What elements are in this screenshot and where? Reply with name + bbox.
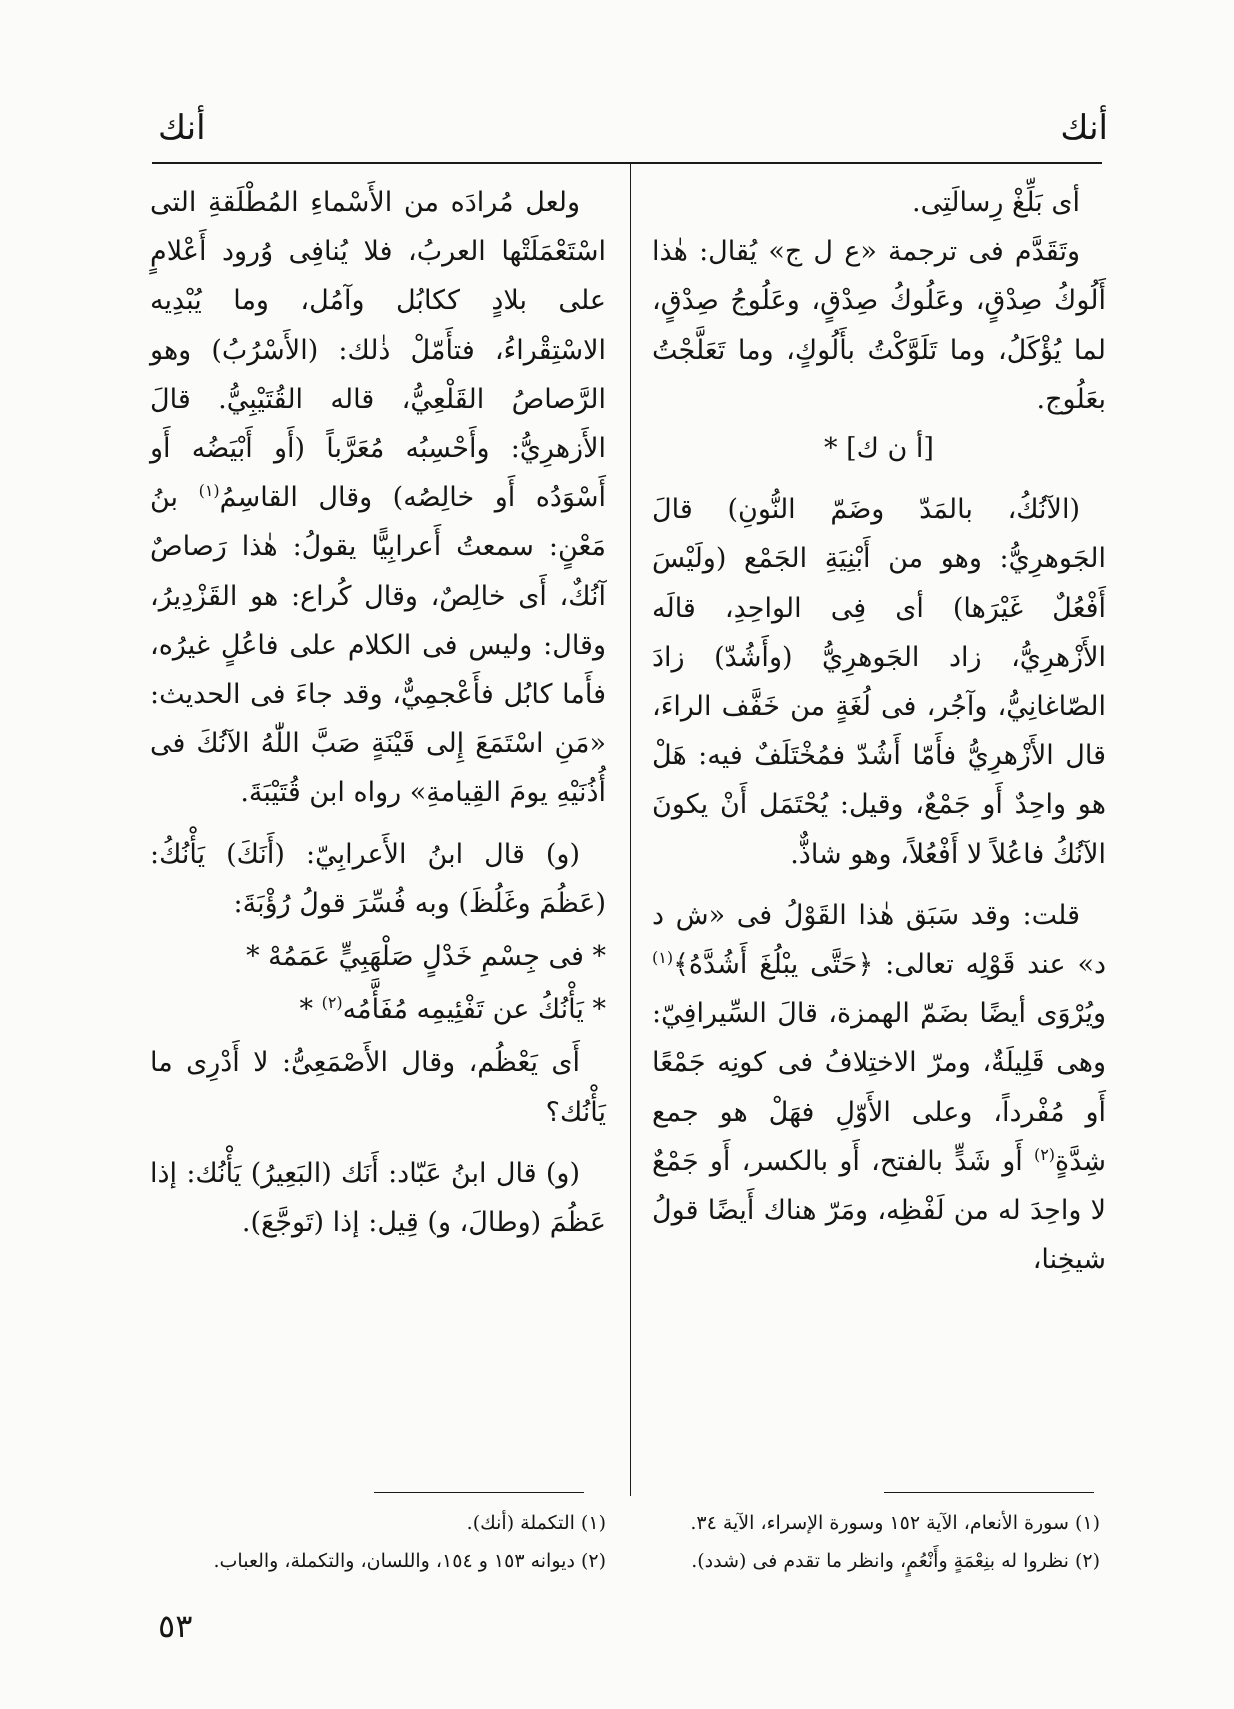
- footnote-marker: (١): [198, 481, 220, 501]
- text-run: *: [299, 994, 322, 1026]
- paragraph: [150, 178, 606, 818]
- page-number: ٥٣: [158, 1607, 193, 1645]
- paragraph: (و) قال ابنُ الأَعرابِيّ: (أَنَكَ) يَأْنُكُ: (عَظُمَ وغَلُظَ) وبه فُسِّرَ قولُ رُؤْبَةَ:: [150, 838, 606, 919]
- header-rule: [152, 162, 1102, 164]
- left-column: [150, 178, 606, 1247]
- footnote: (٢) نظروا له بنِعْمَةٍ وأَنْعُمٍ، وانظر ما تقدم فى (شدد).: [691, 1550, 1100, 1572]
- paragraph: (الآنُكُ، بالمَدّ وضَمّ النُّونِ) قالَ الجَوهرِيُّ: وهو من أَبْنِيَةِ الجَمْع (ولَيْسَ أَفْعُلٌ غَيْرَها) أى فِى الواحِدِ، قالَه الأَزْهرِيُّ، زاد الجَوهرِيُّ (وأَشُدّ) زادَ الصّاغانِيُّ، وآجُر، فى لُغَةٍ من خَفَّف الراءَ، قال الأَزْهرِيُّ فأَمّا أَشُدّ فمُخْتَلَفٌ فيه: هَلْ هو واحِدٌ أَو جَمْعٌ، وقيل: يُحْتَمَل أَنْ يكونَ الآنُكُ فاعُلاً لا أَفْعُلاً، وهو شاذٌّ.: [652, 494, 1106, 870]
- text-run: قلت: وقد سَبَق هٰذا القَوْلُ فى «ش د د» عند قَوْلِه تعالى: ﴿حَتَّى يبْلُغَ أَشُدَّهُ﴾: [652, 899, 1106, 981]
- footnote: (٢) ديوانه ١٥٣ و ١٥٤، واللسان، والتكملة، والعباب.: [213, 1550, 606, 1572]
- text-run: * يَأْنُكُ عن تَفْئِيمِه مُفَأَّمُه: [342, 994, 606, 1026]
- text-run: أَو شَدٍّ بالفتح، أَو بالكسر، أَو جَمْعٌ لا واحِدَ له من لَفْظِه، ومَرّ هناك أَيضًا قولُ شيخِنا،: [652, 1145, 1106, 1276]
- text-run: بنُ مَعْنٍ: سمعتُ أَعرابِيًّا يقولُ: هٰذا رَصاصٌ آنُكٌ، أَى خالِصٌ، وقال كُراع: هو القَزْدِيرُ، وقال: وليس فى الكلام على فاعُلٍ غيرُه، فأَما كابُل فأَعْجمِيٌّ، وقد جاءَ فى الحديث: «مَنِ اسْتَمَعَ إِلى قَيْنَةٍ صَبَّ اللّٰهُ الآنُكَ فى أُذُنَيْهِ يومَ القِيامةِ» رواه ابن قُتَيْبَةَ.: [150, 482, 606, 809]
- running-head-right: أنك: [1060, 108, 1108, 148]
- footnote-marker: (٢): [321, 993, 343, 1013]
- footnotes-left: [150, 1504, 606, 1580]
- verse-line: [150, 985, 606, 1034]
- paragraph: وتَقَدَّم فى ترجمة «ع ل ج» يُقال: هٰذا أَلُوكُ صِدْقٍ، وعَلُوكُ صِدْقٍ، وعَلُوجُ صِدْقٍ، لما يُؤْكَلُ، وما تَلَوَّكْتُ بأَلُوكٍ، وما تَعَلَّجْتُ بعَلُوج.: [652, 236, 1106, 415]
- footnotes-right: [640, 1504, 1100, 1580]
- entry-heading: [أ ن ك] *: [824, 433, 934, 465]
- footnote-marker: (١): [652, 948, 674, 968]
- footnote-marker: (٢): [1033, 1144, 1056, 1164]
- footnote: (١) التكملة (أنك).: [466, 1512, 606, 1534]
- footnote-rule-left: [374, 1492, 584, 1493]
- column-divider: [630, 164, 631, 1496]
- verse-line: * فى جِسْمِ خَدْلٍ صَلْهَبِيٍّ عَمَمُهْ *: [246, 941, 606, 973]
- footnote-rule-right: [884, 1492, 1094, 1493]
- running-head-left: أنك: [158, 108, 206, 148]
- text-run: ولعل مُرادَه من الأَسْماءِ المُطْلَقةِ التى اسْتَعْمَلَتْها العربُ، فلا يُنافِى وُرود أَعْلامٍ على بلادٍ ككابُل وآمُل، وما يُبْدِيه الاسْتِقْراءُ، فتأَمّلْ ذٰلك: (الأَسْرُبُ) وهو الرَّصاصُ القَلْعِيُّ، قاله القُتَيْبِيُّ. قالَ الأَزهرِيُّ: وأَحْسِبُه مُعَرَّباً (أَو أَبْيَضُه أَو أَسْوَدُه أَو خالِصُه) وقال القاسِمُ: [150, 187, 606, 514]
- text-run: ويُرْوَى أيضًا بضَمّ الهمزة، قالَ السِّيرافِيّ: وهى قَلِيلَةٌ، ومرّ الاختِلافُ فى كونِه جَمْعًا أَو مُفْرداً، وعلى الأَوّلِ فهَلْ هو جمع شِدَّةٍ: [652, 998, 1106, 1177]
- footnote: (١) سورة الأنعام، الآية ١٥٢ وسورة الإسراء، الآية ٣٤.: [690, 1512, 1100, 1534]
- right-column: [652, 178, 1106, 1284]
- paragraph: [652, 891, 1106, 1285]
- paragraph: أَى يَعْظُم، وقال الأَصْمَعِىُّ: لا أَدْرِى ما يَأْنُك؟: [150, 1047, 606, 1128]
- paragraph: (و) قال ابنُ عَبّاد: أَنَك (البَعِيرُ) يَأْنُك: إذا عَظُمَ (وطالَ، و) قِيل: إذا (تَوجَّعَ).: [150, 1157, 606, 1239]
- paragraph: أى بَلِّغْ رِسالَتِى.: [912, 187, 1080, 218]
